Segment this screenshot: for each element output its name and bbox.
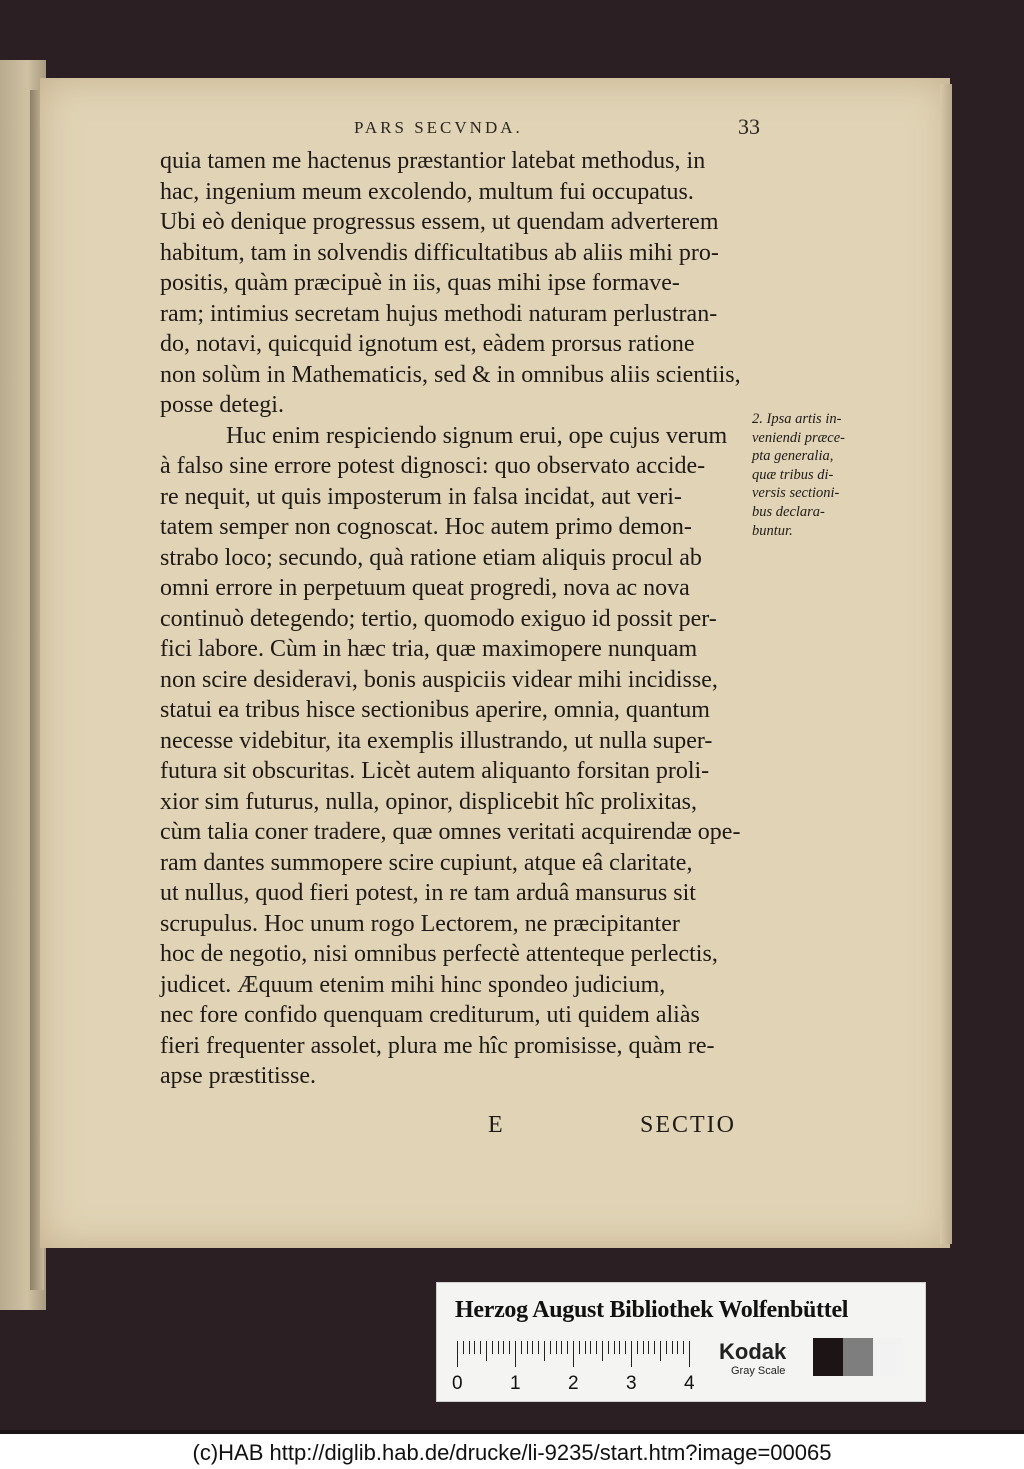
ruler-tick (625, 1341, 626, 1354)
text-line: non solùm in Mathematicis, sed & in omnibus aliis scientiis, (160, 361, 741, 388)
text-line: non scire desideravi, bonis auspiciis videar mihi incidisse, (160, 666, 718, 693)
kodak-subtitle: Gray Scale (731, 1365, 786, 1377)
gray-patch (843, 1338, 873, 1376)
text-line: Huc enim respiciendo signum erui, ope cujus verum (226, 422, 728, 449)
text-line: continuò detegendo; tertio, quomodo exiguo id possit per- (160, 605, 717, 632)
ruler-tick (689, 1341, 690, 1367)
ruler-tick (556, 1341, 557, 1354)
ruler-tick (672, 1341, 673, 1354)
ruler-tick (521, 1341, 522, 1354)
text-line: hac, ingenium meum excolendo, multum fui occupatus. (160, 178, 694, 205)
ruler-tick (480, 1341, 481, 1354)
text-line: ram; intimius secretam hujus methodi naturam perlustran- (160, 300, 718, 327)
ruler-tick (503, 1341, 504, 1354)
kodak-logo: Kodak (719, 1339, 787, 1364)
margin-note (752, 410, 872, 540)
gray-patch (873, 1338, 903, 1376)
text-line: futura sit obscuritas. Licèt autem aliquanto forsitan proli- (160, 758, 710, 784)
ruler-tick (631, 1341, 632, 1367)
ruler-tick (538, 1341, 539, 1354)
ruler-tick (463, 1341, 464, 1354)
credit-footer (0, 1434, 1024, 1469)
margin-note-line: versis sectioni- (752, 485, 840, 502)
margin-note-line: 2. Ipsa artis in- (752, 411, 842, 427)
credit-url: (c)HAB http://diglib.hab.de/drucke/li-9235/start.htm?image=00065 (192, 1440, 832, 1465)
ruler-tick (666, 1341, 667, 1354)
page-number: 33 (738, 114, 760, 139)
ruler-tick (469, 1341, 470, 1354)
text-line: à falso sine errore potest dignosci: quo observato accide- (160, 453, 706, 479)
text-line: statui ea tribus hisce sectionibus aperire, omnia, quantum (160, 697, 710, 723)
ruler-tick (498, 1341, 499, 1354)
body-text (160, 146, 760, 1092)
text-line: ram dantes summopere scire cupiunt, atque eâ claritate, (160, 849, 693, 876)
text-line: apse præstitisse. (160, 1063, 316, 1089)
ruler-tick (486, 1341, 487, 1361)
text-line: necesse videbitur, ita exemplis illustrando, ut nulla super- (160, 727, 713, 754)
text-line: tatem semper non cognoscat. Hoc autem primo demon- (160, 514, 692, 540)
ruler-tick (579, 1341, 580, 1354)
ruler-tick (619, 1341, 620, 1354)
text-line: fieri frequenter assolet, plura me hîc promisisse, quàm re- (160, 1032, 715, 1059)
gray-patch (813, 1338, 843, 1376)
centimeter-ruler (452, 1341, 707, 1394)
ruler-tick (474, 1341, 475, 1354)
ruler-tick (660, 1341, 661, 1361)
text-line: strabo loco; secundo, quà ratione etiam aliquis procul ab (160, 544, 702, 571)
ruler-tick (492, 1341, 493, 1354)
text-line: hoc de negotio, nisi omnibus perfectè attenteque perlectis, (160, 941, 718, 967)
text-line: xior sim futurus, nulla, opinor, displicebit hîc prolixitas, (160, 788, 697, 815)
text-line: nec fore confido quenquam crediturum, uti quidem aliàs (160, 1002, 700, 1028)
library-name: Herzog August Bibliothek Wolfenbüttel (455, 1297, 849, 1323)
text-line: posse detegi. (160, 392, 284, 418)
text-line: habitum, tam in solvendis difficultatibus ab aliis mihi pro- (160, 239, 719, 266)
ruler-tick (590, 1341, 591, 1354)
margin-note-line: veniendi præce- (752, 429, 846, 446)
page-fore-edge (940, 84, 952, 1244)
ruler-tick (561, 1341, 562, 1354)
ruler-number: 2 (568, 1373, 579, 1394)
ruler-tick (654, 1341, 655, 1354)
ruler-tick (550, 1341, 551, 1354)
ruler-tick (585, 1341, 586, 1354)
text-line: positis, quàm præcipuè in iis, quas mihi ipse formave- (160, 270, 680, 296)
ruler-tick (637, 1341, 638, 1354)
ruler-tick (648, 1341, 649, 1354)
signature-mark: E (488, 1112, 505, 1138)
ruler-tick (509, 1341, 510, 1354)
text-line: cùm talia coner tradere, quæ omnes veritati acquirendæ ope- (160, 819, 741, 845)
ruler-number: 0 (452, 1373, 463, 1394)
margin-note-line: pta generalia, (752, 448, 834, 465)
ruler-tick (677, 1341, 678, 1354)
ruler-tick (527, 1341, 528, 1354)
ruler-tick (544, 1341, 545, 1361)
margin-note-line: bus declara- (752, 503, 825, 520)
ruler-tick (515, 1341, 516, 1367)
text-line: Ubi eò denique progressus essem, ut quendam adverterem (160, 209, 719, 235)
ruler-number: 4 (684, 1373, 695, 1394)
ruler-tick (573, 1341, 574, 1367)
text-line: do, notavi, quicquid ignotum est, eàdem prorsus ratione (160, 331, 695, 357)
text-line: omni errore in perpetuum queat progredi, nova ac nova (160, 575, 690, 601)
ruler-tick (567, 1341, 568, 1354)
ruler-tick (457, 1341, 458, 1367)
margin-note-line: buntur. (752, 522, 793, 539)
running-head-title: PARS SECVNDA. (354, 118, 523, 137)
margin-note-line: quæ tribus di- (752, 466, 834, 483)
text-line: fici labore. Cùm in hæc tria, quæ maximopere nunquam (160, 636, 698, 662)
ruler-number: 3 (626, 1373, 637, 1394)
gray-scale-card (436, 1282, 926, 1402)
ruler-tick (614, 1341, 615, 1354)
ruler-number: 1 (510, 1373, 521, 1394)
ruler-tick (683, 1341, 684, 1354)
ruler-tick (602, 1341, 603, 1361)
text-line: quia tamen me hactenus præstantior latebat methodus, in (160, 148, 706, 174)
text-line: re nequit, ut quis imposterum in falsa incidat, aut veri- (160, 483, 682, 510)
text-line: scrupulus. Hoc unum rogo Lectorem, ne præcipitanter (160, 910, 680, 937)
running-head (160, 114, 760, 144)
text-line: judicet. Æquum etenim mihi hinc spondeo judicium, (160, 971, 666, 998)
catchword: SECTIO (640, 1112, 736, 1138)
ruler-tick (532, 1341, 533, 1354)
ruler-tick (643, 1341, 644, 1354)
ruler-tick (608, 1341, 609, 1354)
ruler-tick (596, 1341, 597, 1354)
text-line: ut nullus, quod fieri potest, in re tam arduâ mansurus sit (160, 880, 696, 906)
